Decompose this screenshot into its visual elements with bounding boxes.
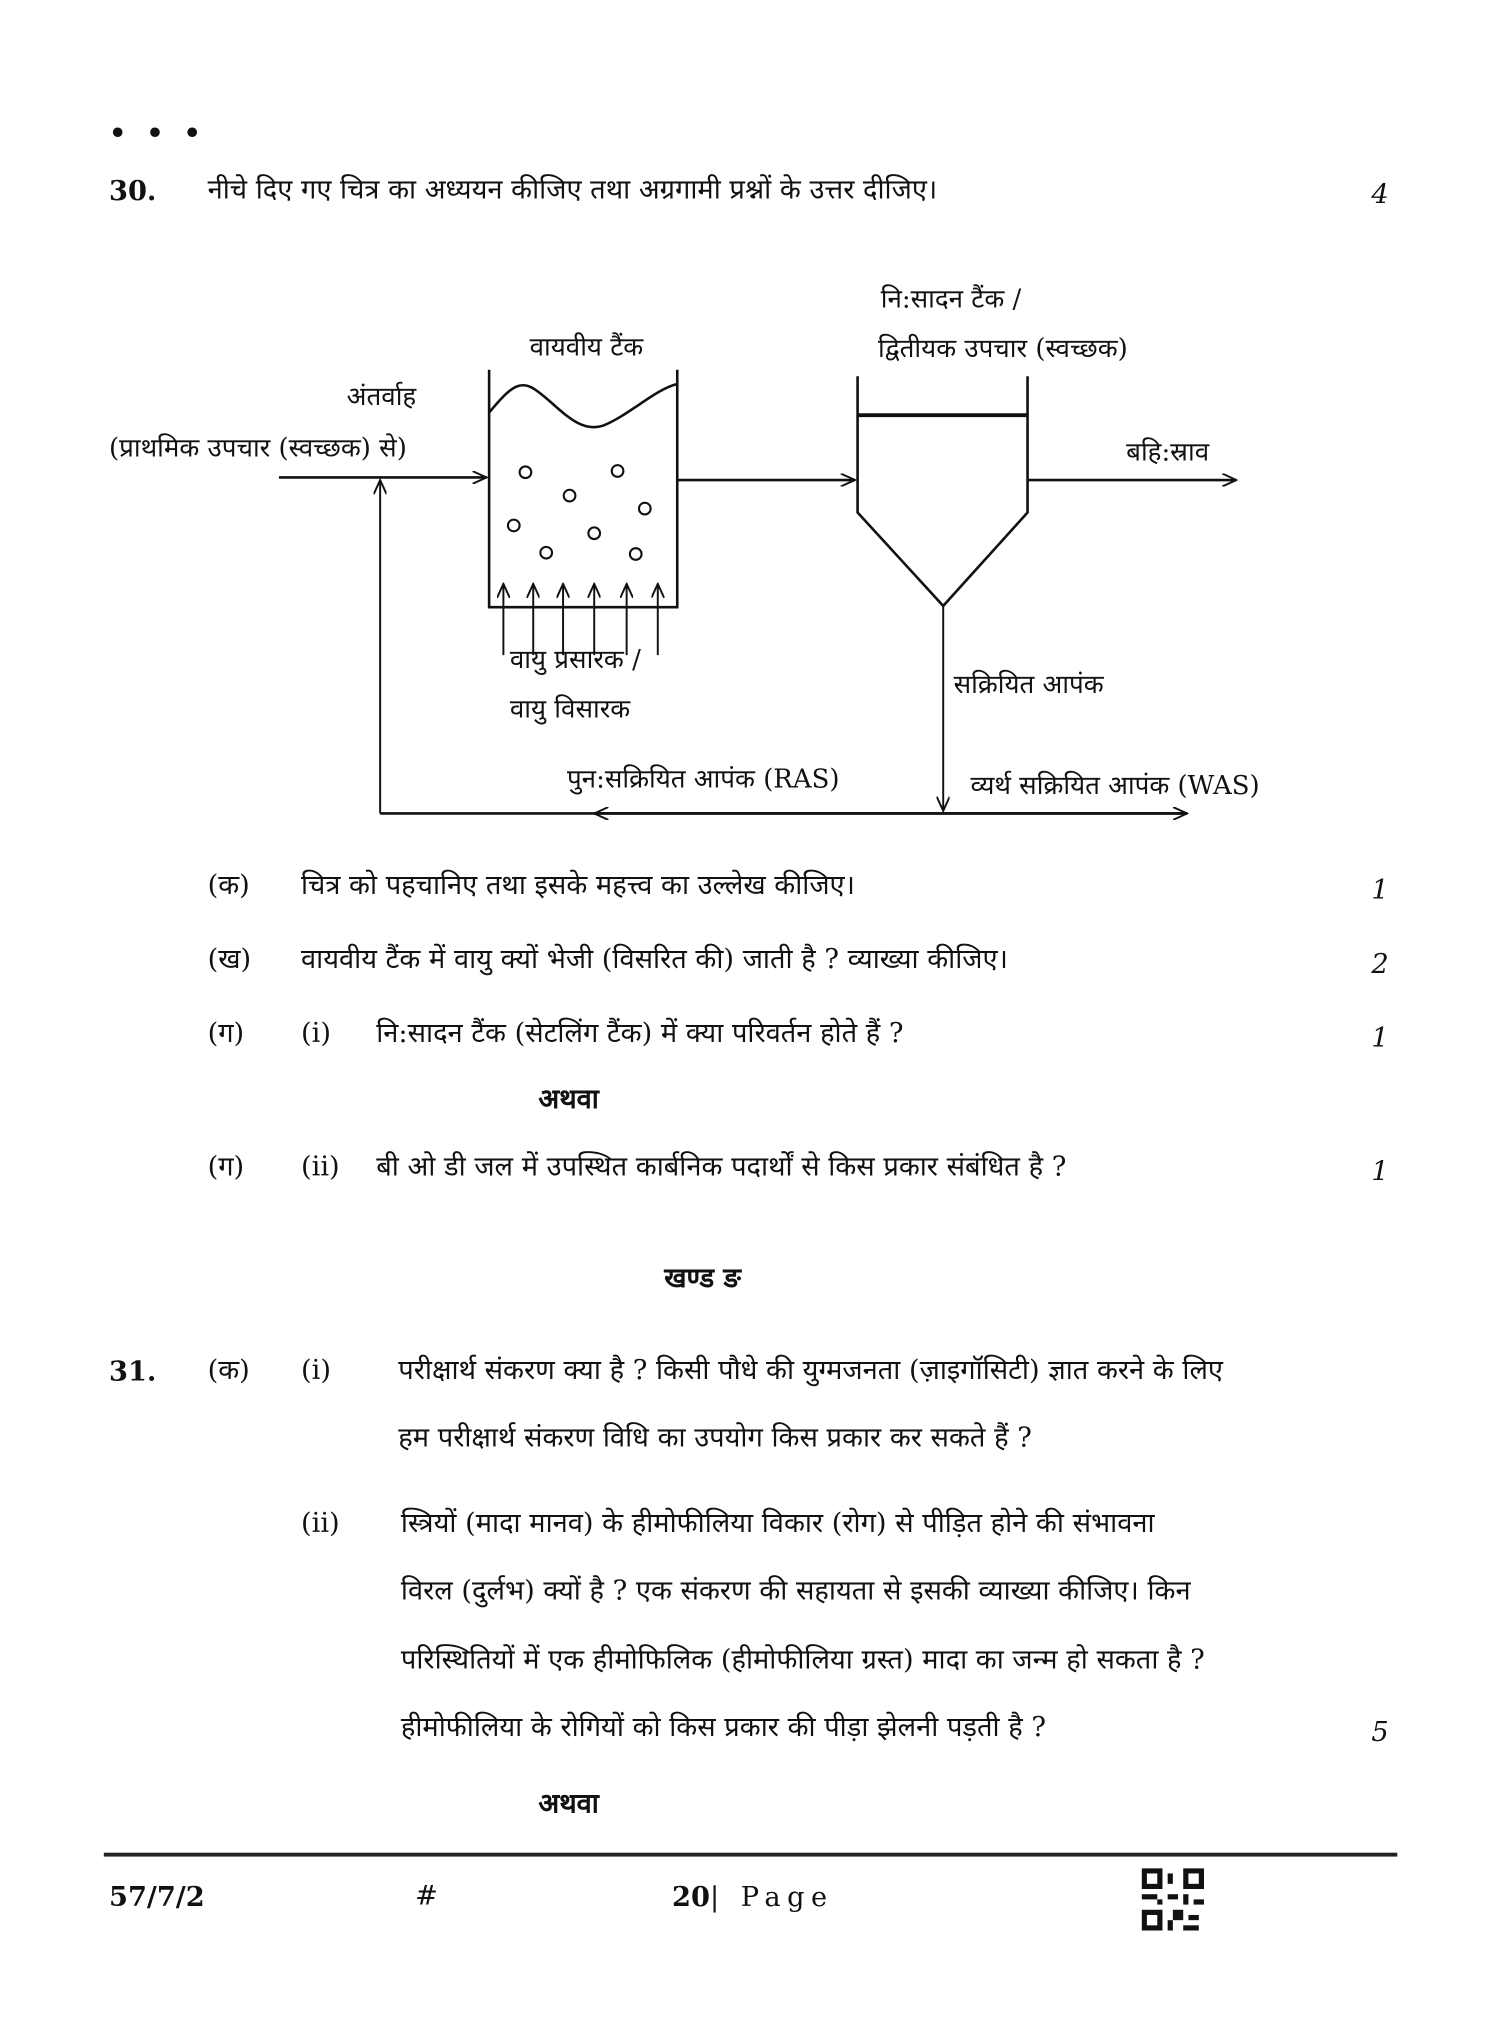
aeration-tank-label: वायवीय टैंक (529, 332, 644, 363)
inflow-source-label: (प्राथमिक उपचार (स्वच्छक) से) (108, 433, 407, 464)
effluent-label: बहि:स्राव (1126, 437, 1210, 468)
air-diffuser-label-2: वायु विसारक (509, 694, 631, 725)
page-number (672, 1879, 834, 1913)
question-line: हीमोफीलिया के रोगियों को किस प्रकार की पीड़ा झेलनी पड़ती है ? (400, 1711, 1046, 1743)
marks: 5 (1371, 1716, 1389, 1748)
ras-label: पुन:सक्रियित आपंक (RAS) (566, 764, 840, 795)
question-line: परीक्षार्थ संकरण क्या है ? किसी पौधे की युग्मजनता (ज़ाइगॉसिटी) ज्ञात करने के लिए (398, 1354, 1224, 1386)
part-label: (क) (207, 1354, 250, 1386)
settling-tank-label: नि:सादन टैंक / (880, 284, 1022, 315)
or-label: अथवा (538, 1786, 599, 1819)
question-line: हम परीक्षार्थ संकरण विधि का उपयोग किस प्रकार कर सकते हैं ? (398, 1421, 1032, 1454)
part-text: वायवीय टैंक में वायु क्यों भेजी (विसरित की) जाती है ? व्याख्या कीजिए। (300, 943, 1008, 975)
part-text: चित्र को पहचानिए तथा इसके महत्त्व का उल्लेख कीजिए। (300, 869, 855, 901)
marks: 2 (1371, 948, 1389, 980)
marks: 1 (1371, 1155, 1389, 1188)
part-label: (ग) (207, 1150, 245, 1182)
section-heading: खण्ड ङ (664, 1261, 741, 1294)
marks: 4 (1371, 179, 1389, 211)
activated-sludge-label: सक्रियित आपंक (953, 669, 1104, 700)
hash-mark: # (415, 1879, 439, 1912)
sub-label: (ii) (300, 1150, 340, 1182)
question-text: नीचे दिए गए चित्र का अध्ययन कीजिए तथा अग्रगामी प्रश्नों के उत्तर दीजिए। (207, 173, 938, 205)
part-label: (ख) (207, 943, 252, 975)
sewage-treatment-diagram (0, 0, 1505, 908)
part-label: (ग) (207, 1017, 245, 1049)
was-label: व्यर्थ सक्रियित आपंक (WAS) (970, 771, 1260, 802)
question-line: स्त्रियों (मादा मानव) के हीमोफीलिया विकार (रोग) से पीड़ित होने की संभावना (400, 1507, 1155, 1539)
ellipsis-dots: • • • (108, 116, 207, 150)
page-num: 20 (672, 1879, 710, 1913)
sub-label: (i) (300, 1354, 331, 1386)
question-line: परिस्थितियों में एक हीमोफिलिक (हीमोफीलिया ग्रस्त) मादा का जन्म हो सकता है ? (400, 1643, 1205, 1675)
settling-tank (858, 376, 1028, 606)
qr-code-icon (1142, 1868, 1204, 1930)
sub-label: (i) (300, 1017, 331, 1049)
air-diffuser-label: वायु प्रसारक / (509, 645, 641, 676)
air-bubbles (508, 465, 651, 560)
aeration-tank (489, 370, 677, 607)
footer-divider (104, 1853, 1398, 1857)
marks: 1 (1371, 874, 1389, 906)
inflow-label: अंतर्वाह (346, 381, 417, 412)
paper-code: 57/7/2 (108, 1879, 205, 1913)
question-line: विरल (दुर्लभ) क्यों है ? एक संकरण की सहायता से इसकी व्याख्या कीजिए। किन (400, 1575, 1191, 1607)
marks: 1 (1371, 1022, 1389, 1054)
part-label: (क) (207, 869, 250, 901)
water-surface-wave (489, 384, 677, 427)
question-number: 30. (108, 173, 157, 207)
part-text: बी ओ डी जल में उपस्थित कार्बनिक पदार्थों से किस प्रकार संबंधित है ? (376, 1150, 1067, 1182)
secondary-treatment-label: द्वितीयक उपचार (स्वच्छक) (878, 333, 1128, 364)
question-number: 31. (108, 1354, 157, 1387)
sub-label: (ii) (300, 1507, 340, 1539)
page-label: | Page (709, 1881, 834, 1913)
or-label: अथवा (538, 1082, 599, 1115)
part-text: नि:सादन टैंक (सेटलिंग टैंक) में क्या परिवर्तन होते हैं ? (376, 1017, 904, 1049)
